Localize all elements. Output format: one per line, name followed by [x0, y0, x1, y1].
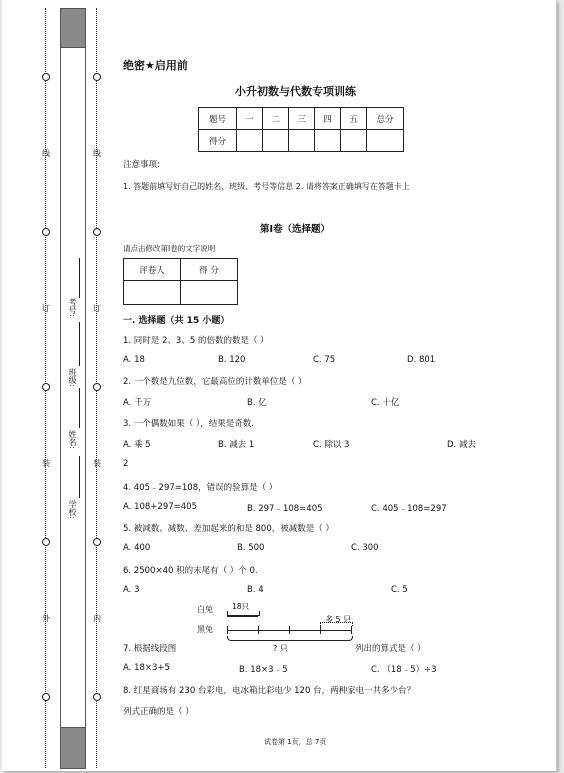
class-underline [79, 322, 80, 366]
exam-number-label: 考号: [68, 298, 77, 317]
binding-circle [93, 73, 101, 81]
option: A. 108+297=405 [123, 502, 197, 512]
option: B. 亿 [247, 398, 267, 408]
question-stem: 1. 同时是 2、3、5 的倍数的数是（ ） [123, 336, 269, 346]
binding-bar-top [60, 8, 86, 48]
score-cell: 总分 [367, 108, 404, 130]
question-stem: 5. 被减数、减数、差加起来的和是 800，被减数是（ ） [123, 524, 334, 534]
binding-bar-bottom [60, 727, 86, 769]
grader-cell [124, 281, 181, 305]
notes-heading: 注意事项: [123, 160, 160, 170]
option: C. 300 [351, 543, 379, 553]
total-label: ? 只 [273, 644, 288, 653]
more-5-brace [320, 622, 353, 626]
part-title: 一. 选择题（共 15 小题） [123, 316, 230, 326]
segment-tick [258, 626, 259, 634]
option: A. 乘 5 [123, 440, 151, 450]
question-stem: 3. 一个偶数如果（ ），结果是奇数. [123, 419, 254, 429]
binding-circle [42, 693, 50, 701]
secret-label: 绝密★启用前 [123, 59, 188, 72]
score-cell: 三 [289, 108, 315, 130]
page-title: 小升初数与代数专项训练 [235, 85, 356, 98]
question-stem: 4. 405﹣297=108，错误的验算是（ ） [123, 483, 278, 493]
option: B. 500 [237, 543, 265, 553]
segment-tick [351, 626, 352, 634]
inner-word-zhuang: 装 [93, 459, 101, 468]
option: A. 18×3+5 [123, 663, 170, 673]
school-label: 学校: [68, 500, 77, 519]
outer-word-wai: 外 [42, 614, 50, 623]
line-segment-diagram [197, 600, 367, 658]
score-cell [237, 130, 263, 152]
question-stem: 2. 一个数是九位数，它最高位的计数单位是（ ） [123, 377, 307, 387]
question-stem: 7. 根据线段图 [123, 644, 177, 654]
click-hint: 请点击修改第I卷的文字说明 [123, 244, 216, 253]
score-cell [289, 130, 315, 152]
segment-tick [320, 626, 321, 634]
question-stem-line2: 列式正确的是（ ） [123, 707, 194, 717]
binding-circle [93, 693, 101, 701]
binding-circle [42, 73, 50, 81]
option: A. 400 [123, 543, 151, 553]
option: A. 3 [123, 585, 140, 595]
option: B. 18×3﹣5 [239, 665, 288, 675]
option: C. （18﹣5）÷3 [371, 665, 437, 675]
page-footer: 试卷第 1页，总 7页 [264, 738, 327, 746]
total-brace [227, 636, 353, 641]
option: B. 297﹣108=405 [247, 504, 323, 514]
school-underline [79, 456, 80, 498]
binding-circle [42, 383, 50, 391]
option-wrap: 2 [123, 459, 129, 469]
white-rabbit-segment [227, 616, 258, 617]
black-rabbit-label: 黑兔 [197, 625, 213, 634]
option: A. 18 [123, 355, 145, 365]
score-cell: 题号 [199, 108, 237, 130]
segment-tick [227, 626, 228, 634]
option: C. 十亿 [371, 398, 400, 408]
grader-table [123, 258, 238, 305]
score-cell: 四 [315, 108, 341, 130]
binding-circle [42, 538, 50, 546]
outer-word-ding: 订 [42, 304, 50, 313]
score-cell [367, 130, 404, 152]
option: B. 4 [247, 585, 264, 595]
question-stem-tail: 列出的算式是（ ） [355, 644, 426, 654]
binding-circle [93, 538, 101, 546]
inner-word-ding: 订 [93, 304, 101, 313]
score-table [198, 107, 404, 152]
score-cell [315, 130, 341, 152]
question-stem: 8. 红星商场有 230 台彩电，电冰箱比彩电少 120 台，两种家电一共多少台？ [123, 686, 416, 696]
option: B. 减去 1 [218, 440, 255, 450]
exam-page [2, 0, 557, 771]
question-stem: 6. 2500×40 积的末尾有（ ）个 0. [123, 566, 258, 576]
score-cell [341, 130, 367, 152]
option: C. 除以 3 [313, 440, 350, 450]
option: B. 120 [218, 355, 246, 365]
white-rabbit-label: 白兔 [197, 605, 213, 614]
option: D. 801 [407, 355, 436, 365]
class-label: 班级: [68, 368, 77, 387]
name-label: 姓名: [68, 430, 77, 449]
score-cell: 五 [341, 108, 367, 130]
notes-item: 1. 答题前填写好自己的姓名、班级、考号等信息 2. 请将答案正确填写在答题卡上 [123, 182, 410, 191]
segment-tick [289, 626, 290, 634]
option: D. 减去 [447, 440, 476, 450]
outer-word-zhuang: 装 [42, 459, 50, 468]
grader-cell: 评卷人 [124, 259, 181, 281]
option: A. 千万 [123, 398, 152, 408]
score-cell [263, 130, 289, 152]
option: C. 5 [391, 585, 408, 595]
volume-title: 第Ⅰ卷（选择题） [260, 224, 331, 235]
name-underline [79, 388, 80, 428]
grader-cell: 得 分 [181, 259, 238, 281]
more-5-label: 多 5 只 [325, 615, 352, 624]
inner-word-xian: 线 [93, 149, 101, 158]
count-18-label: 18只 [232, 602, 250, 611]
outer-word-xian: 线 [42, 149, 50, 158]
binding-circle [93, 228, 101, 236]
grader-cell [181, 281, 238, 305]
score-cell: 二 [263, 108, 289, 130]
exam-number-underline [79, 258, 80, 298]
option: C. 405﹣108=297 [371, 504, 447, 514]
binding-circle [42, 228, 50, 236]
inner-word-nei: 内 [93, 614, 101, 623]
binding-circle [93, 383, 101, 391]
score-cell: 得分 [199, 130, 237, 152]
option: C. 75 [313, 355, 336, 365]
score-cell: 一 [237, 108, 263, 130]
